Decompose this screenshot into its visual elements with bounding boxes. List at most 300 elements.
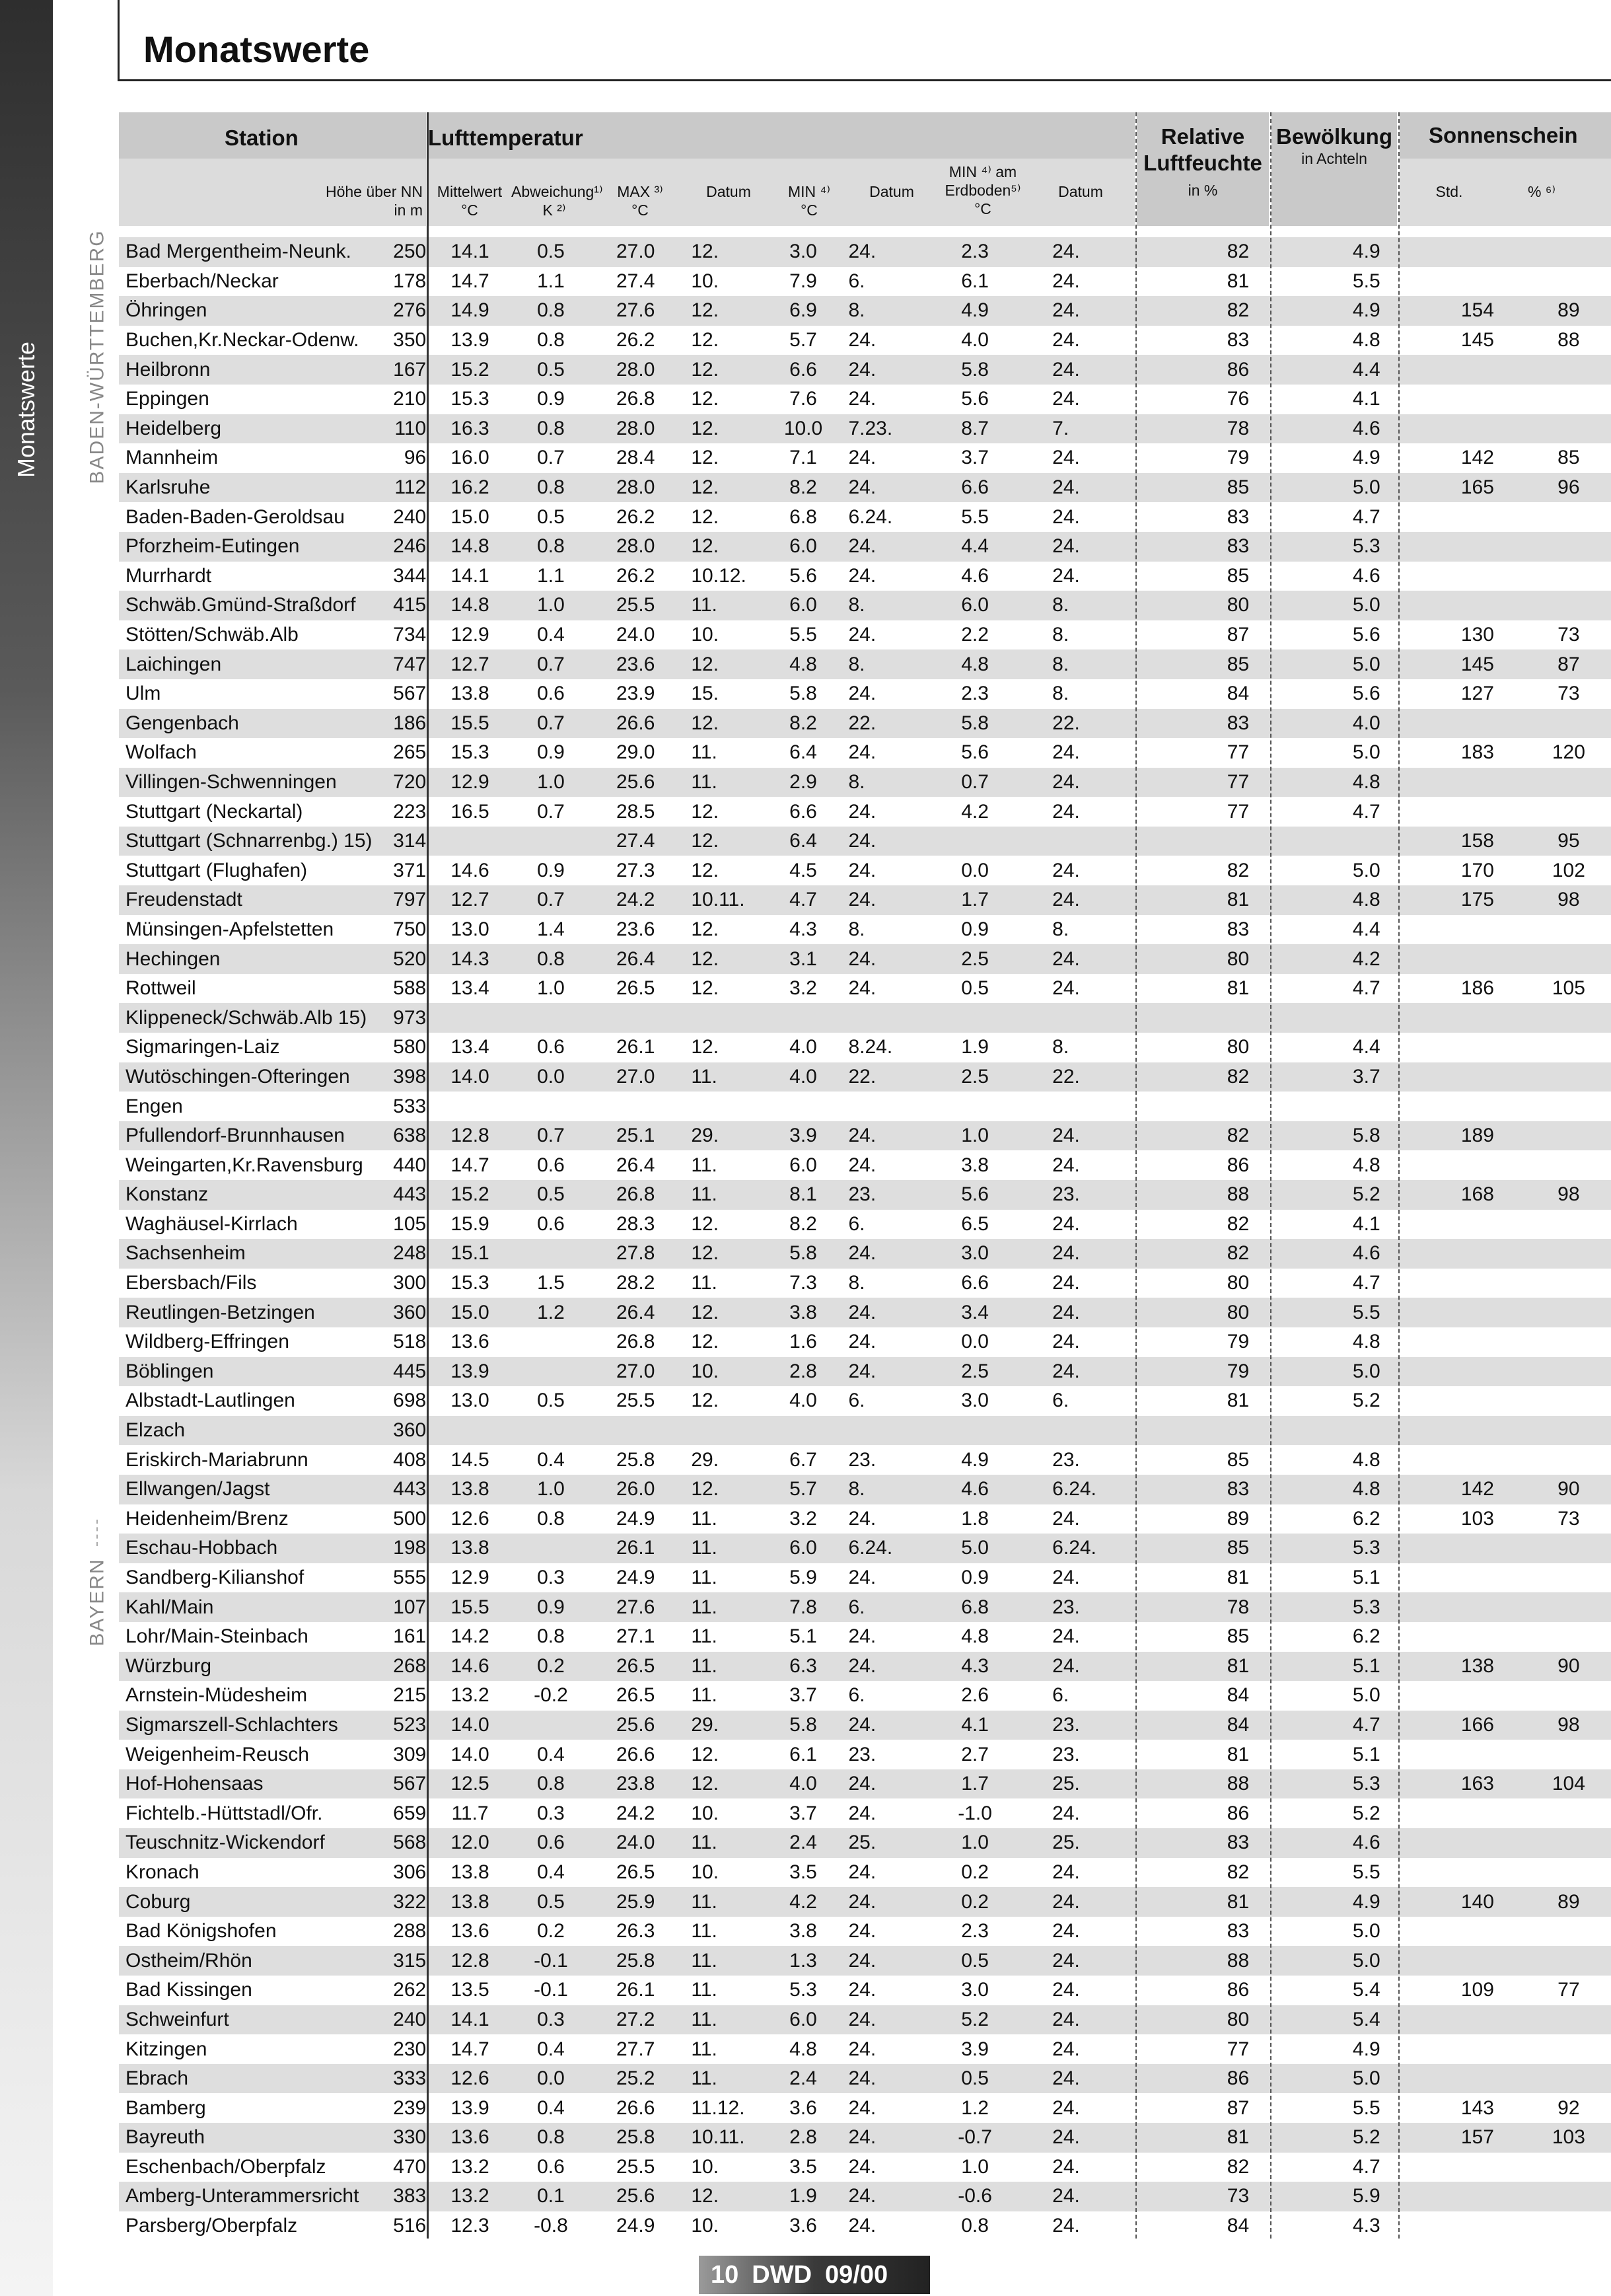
temp-mean-cell: 11.7 [431, 1798, 509, 1828]
station-name-cell: Hof-Hohensaas [119, 1769, 383, 1799]
date-max-cell: 11. [678, 1534, 768, 1563]
sunshine-hours-cell: 154 [1429, 296, 1526, 326]
sunshine-percent-cell [1526, 915, 1611, 945]
temp-deviation-cell: 0.7 [509, 709, 593, 739]
table-row [119, 1828, 1611, 1858]
ground-min-cell: 0.9 [932, 915, 1018, 945]
humidity-cell: 81 [1172, 885, 1304, 915]
temp-max-cell: 27.0 [593, 1357, 678, 1387]
temp-min-cell: 6.0 [769, 1534, 838, 1563]
cloud-cover-cell: 4.8 [1305, 1150, 1429, 1180]
altitude-cell: 110 [383, 414, 432, 444]
table-row [119, 414, 1611, 444]
temp-mean-cell: 13.2 [431, 1681, 509, 1711]
temp-deviation-cell: 0.0 [509, 1062, 593, 1092]
temp-deviation-cell: 0.6 [509, 1033, 593, 1062]
table-row [119, 1239, 1611, 1269]
station-name-cell: Mannheim [119, 443, 383, 473]
temp-min-cell: 2.4 [769, 2064, 838, 2094]
temp-mean-cell: 14.0 [431, 1740, 509, 1769]
temp-min-cell: 4.3 [769, 915, 838, 945]
ground-min-cell: 2.5 [932, 944, 1018, 974]
station-name-cell: Lohr/Main-Steinbach [119, 1622, 383, 1652]
temp-deviation-cell: 0.4 [509, 2093, 593, 2123]
temp-mean-cell: 12.8 [431, 1946, 509, 1976]
table-row [119, 1946, 1611, 1976]
temp-mean-cell: 16.5 [431, 797, 509, 827]
temp-mean-cell: 15.5 [431, 1592, 509, 1622]
cloud-cover-cell: 4.4 [1305, 915, 1429, 945]
station-name-cell: Karlsruhe [119, 473, 383, 503]
subheader-mittelwert-1: Mittelwert [437, 183, 503, 200]
temp-max-cell: 28.4 [593, 443, 678, 473]
date-min-cell: 8. [838, 915, 932, 945]
altitude-cell: 240 [383, 2005, 432, 2035]
sunshine-hours-cell [1429, 355, 1526, 385]
sunshine-percent-cell [1526, 1386, 1611, 1416]
ground-min-cell: -1.0 [932, 1798, 1018, 1828]
altitude-cell: 973 [383, 1003, 432, 1033]
temp-mean-cell: 14.3 [431, 944, 509, 974]
cloud-cover-cell: 4.4 [1305, 355, 1429, 385]
table-row [119, 1592, 1611, 1622]
date-min-cell: 24. [838, 2123, 932, 2153]
subheader-datum-min: Datum [869, 183, 914, 200]
cloud-cover-cell: 4.7 [1305, 2153, 1429, 2182]
cloud-cover-cell: 4.7 [1305, 797, 1429, 827]
sunshine-percent-cell [1526, 1062, 1611, 1092]
ground-min-cell: 4.8 [932, 649, 1018, 679]
date-min-cell: 24. [838, 2093, 932, 2123]
table-row [119, 1711, 1611, 1740]
ground-min-cell: 0.5 [932, 2064, 1018, 2094]
humidity-cell: 86 [1172, 1976, 1304, 2005]
ground-min-cell: 0.7 [932, 768, 1018, 797]
humidity-cell: 86 [1172, 1798, 1304, 1828]
temp-max-cell: 26.1 [593, 1976, 678, 2005]
subheader-datum-erd: Datum [1058, 183, 1103, 200]
sunshine-percent-cell: 73 [1526, 620, 1611, 650]
date-min-cell: 23. [838, 1445, 932, 1475]
table-row [119, 1445, 1611, 1475]
temp-min-cell: 3.6 [769, 2093, 838, 2123]
sunshine-hours-cell [1429, 1092, 1526, 1121]
date-ground-min-cell: 24. [1018, 532, 1172, 562]
sunshine-percent-cell: 96 [1526, 473, 1611, 503]
date-max-cell: 11. [678, 1504, 768, 1534]
date-ground-min-cell: 24. [1018, 2093, 1172, 2123]
temp-min-cell: 4.2 [769, 1887, 838, 1917]
temp-max-cell: 28.0 [593, 473, 678, 503]
cloud-cover-cell: 4.6 [1305, 562, 1429, 591]
station-name-cell: Elzach [119, 1416, 383, 1446]
sunshine-percent-cell [1526, 768, 1611, 797]
sunshine-hours-cell: 186 [1429, 974, 1526, 1004]
header-cloud-cell [1271, 112, 1397, 226]
subheader-hoehe-2: in m [394, 202, 423, 219]
altitude-cell: 797 [383, 885, 432, 915]
temp-mean-cell: 12.9 [431, 620, 509, 650]
sunshine-hours-cell [1429, 944, 1526, 974]
table-row [119, 1121, 1611, 1151]
altitude-cell: 383 [383, 2182, 432, 2211]
temp-max-cell: 26.6 [593, 1740, 678, 1769]
subheader-std: Std. [1435, 183, 1463, 200]
sunshine-hours-cell [1429, 591, 1526, 620]
temp-max-cell: 25.6 [593, 768, 678, 797]
title-box [118, 0, 1611, 81]
temp-deviation-cell: 0.0 [509, 2064, 593, 2094]
date-max-cell: 12. [678, 237, 768, 267]
temp-deviation-cell: 0.3 [509, 2005, 593, 2035]
table-row [119, 944, 1611, 974]
date-max-cell: 29. [678, 1445, 768, 1475]
temp-min-cell: 6.0 [769, 591, 838, 620]
date-ground-min-cell: 24. [1018, 1858, 1172, 1888]
sunshine-hours-cell: 157 [1429, 2123, 1526, 2153]
cloud-cover-cell: 5.0 [1305, 1917, 1429, 1946]
temp-mean-cell: 13.0 [431, 1386, 509, 1416]
date-min-cell [838, 1092, 932, 1121]
temp-mean-cell: 13.9 [431, 2093, 509, 2123]
temp-deviation-cell: 0.9 [509, 738, 593, 768]
station-name-cell: Albstadt-Lautlingen [119, 1386, 383, 1416]
date-max-cell: 12. [678, 797, 768, 827]
cloud-cover-cell: 4.4 [1305, 1033, 1429, 1062]
temp-deviation-cell: 1.2 [509, 1298, 593, 1327]
date-max-cell: 11. [678, 1828, 768, 1858]
humidity-cell: 77 [1172, 768, 1304, 797]
date-min-cell: 24. [838, 2211, 932, 2241]
temp-mean-cell: 12.7 [431, 649, 509, 679]
temp-max-cell: 23.9 [593, 679, 678, 709]
temp-deviation-cell: 1.1 [509, 562, 593, 591]
temp-mean-cell: 16.3 [431, 414, 509, 444]
date-min-cell: 24. [838, 856, 932, 885]
temp-min-cell: 2.8 [769, 1357, 838, 1387]
cloud-cover-cell [1305, 827, 1429, 856]
temp-mean-cell: 12.6 [431, 2064, 509, 2094]
ground-min-cell: 5.5 [932, 502, 1018, 532]
table-row [119, 1504, 1611, 1534]
sunshine-percent-cell [1526, 1740, 1611, 1769]
sunshine-percent-cell [1526, 1150, 1611, 1180]
temp-deviation-cell: 1.1 [509, 267, 593, 297]
temp-deviation-cell: 0.8 [509, 532, 593, 562]
ground-min-cell: 2.5 [932, 1062, 1018, 1092]
humidity-cell: 83 [1172, 532, 1304, 562]
subheader-minerd-2: Erdboden⁵⁾ [945, 182, 1021, 199]
temp-min-cell: 6.0 [769, 532, 838, 562]
temp-mean-cell: 12.0 [431, 1828, 509, 1858]
altitude-cell: 443 [383, 1180, 432, 1210]
table-row [119, 1769, 1611, 1799]
temp-min-cell: 3.5 [769, 1858, 838, 1888]
ground-min-cell: 5.8 [932, 709, 1018, 739]
temp-max-cell: 26.5 [593, 1858, 678, 1888]
cloud-cover-cell: 5.1 [1305, 1563, 1429, 1593]
vline-humidity [1270, 112, 1271, 2239]
temp-mean-cell: 13.4 [431, 974, 509, 1004]
sunshine-hours-cell [1429, 2211, 1526, 2241]
ground-min-cell: 1.7 [932, 1769, 1018, 1799]
ground-min-cell: 3.9 [932, 2034, 1018, 2064]
temp-deviation-cell: 0.3 [509, 1798, 593, 1828]
temp-max-cell: 24.9 [593, 2211, 678, 2241]
humidity-cell [1172, 827, 1304, 856]
altitude-cell: 533 [383, 1092, 432, 1121]
station-name-cell: Wolfach [119, 738, 383, 768]
cloud-cover-cell: 4.9 [1305, 1887, 1429, 1917]
altitude-cell: 720 [383, 768, 432, 797]
date-min-cell: 24. [838, 1150, 932, 1180]
sunshine-hours-cell [1429, 1298, 1526, 1327]
subheader-max-1: MAX ³⁾ [617, 183, 663, 200]
cloud-cover-cell: 4.6 [1305, 1239, 1429, 1269]
altitude-cell: 186 [383, 709, 432, 739]
temp-deviation-cell: 0.9 [509, 856, 593, 885]
cloud-cover-cell: 4.1 [1305, 1210, 1429, 1240]
sunshine-percent-cell [1526, 1828, 1611, 1858]
station-name-cell: Klippeneck/Schwäb.Alb 15) [119, 1003, 383, 1033]
date-max-cell: 12. [678, 1327, 768, 1357]
temp-min-cell: 5.5 [769, 620, 838, 650]
ground-min-cell: 2.3 [932, 237, 1018, 267]
date-max-cell: 12. [678, 1298, 768, 1327]
sunshine-hours-cell [1429, 1062, 1526, 1092]
altitude-cell: 288 [383, 1917, 432, 1946]
date-ground-min-cell: 24. [1018, 797, 1172, 827]
date-min-cell: 24. [838, 237, 932, 267]
sunshine-hours-cell: 175 [1429, 885, 1526, 915]
temp-min-cell: 1.9 [769, 2182, 838, 2211]
altitude-cell: 698 [383, 1386, 432, 1416]
temp-mean-cell [431, 1092, 509, 1121]
station-name-cell: Gengenbach [119, 709, 383, 739]
temp-min-cell: 6.8 [769, 502, 838, 532]
ground-min-cell: 4.6 [932, 562, 1018, 591]
temp-max-cell: 24.9 [593, 1504, 678, 1534]
station-name-cell: Kahl/Main [119, 1592, 383, 1622]
sunshine-percent-cell [1526, 2211, 1611, 2241]
altitude-cell: 398 [383, 1062, 432, 1092]
date-max-cell: 10.11. [678, 2123, 768, 2153]
date-ground-min-cell [1018, 1092, 1172, 1121]
temp-deviation-cell: 0.5 [509, 1386, 593, 1416]
date-ground-min-cell: 23. [1018, 1445, 1172, 1475]
date-max-cell: 10. [678, 2153, 768, 2182]
humidity-cell: 80 [1172, 1269, 1304, 1298]
header-luftfeuchte: Luftfeuchte [1143, 151, 1262, 175]
humidity-cell: 77 [1172, 797, 1304, 827]
temp-deviation-cell: -0.1 [509, 1946, 593, 1976]
cloud-cover-cell: 5.5 [1305, 1298, 1429, 1327]
table-row [119, 562, 1611, 591]
date-ground-min-cell: 24. [1018, 473, 1172, 503]
station-name-cell: Weingarten,Kr.Ravensburg [119, 1150, 383, 1180]
temp-deviation-cell: 0.5 [509, 1180, 593, 1210]
date-ground-min-cell: 24. [1018, 768, 1172, 797]
sunshine-percent-cell [1526, 944, 1611, 974]
date-min-cell: 24. [838, 1327, 932, 1357]
subheader-max-2: °C [631, 202, 649, 219]
date-max-cell [678, 1092, 768, 1121]
table-row [119, 1622, 1611, 1652]
date-max-cell: 12. [678, 856, 768, 885]
altitude-cell: 105 [383, 1210, 432, 1240]
date-min-cell: 24. [838, 1858, 932, 1888]
cloud-cover-cell: 4.7 [1305, 974, 1429, 1004]
sunshine-percent-cell: 120 [1526, 738, 1611, 768]
sunshine-hours-cell [1429, 709, 1526, 739]
temp-min-cell: 4.0 [769, 1769, 838, 1799]
cloud-cover-cell: 5.0 [1305, 2064, 1429, 2094]
ground-min-cell: 6.1 [932, 267, 1018, 297]
altitude-cell: 250 [383, 237, 432, 267]
date-ground-min-cell: 25. [1018, 1828, 1172, 1858]
sunshine-percent-cell [1526, 385, 1611, 414]
humidity-cell: 82 [1172, 1062, 1304, 1092]
sunshine-hours-cell [1429, 1858, 1526, 1888]
humidity-cell: 81 [1172, 1740, 1304, 1769]
temp-max-cell: 28.5 [593, 797, 678, 827]
sunshine-percent-cell [1526, 1416, 1611, 1446]
temp-min-cell: 6.4 [769, 827, 838, 856]
temp-max-cell: 25.9 [593, 1887, 678, 1917]
table-row [119, 1033, 1611, 1062]
temp-deviation-cell: 1.0 [509, 974, 593, 1004]
date-ground-min-cell: 24. [1018, 1121, 1172, 1151]
temp-max-cell: 24.9 [593, 1563, 678, 1593]
altitude-cell: 333 [383, 2064, 432, 2094]
humidity-cell: 81 [1172, 267, 1304, 297]
date-min-cell: 24. [838, 1239, 932, 1269]
humidity-cell: 83 [1172, 326, 1304, 355]
table-row [119, 237, 1611, 267]
humidity-cell: 79 [1172, 443, 1304, 473]
station-name-cell: Stuttgart (Flughafen) [119, 856, 383, 885]
header-sun-cell [1400, 112, 1611, 159]
date-max-cell: 11. [678, 1887, 768, 1917]
temp-min-cell: 7.3 [769, 1269, 838, 1298]
humidity-cell: 79 [1172, 1357, 1304, 1387]
date-max-cell [678, 1003, 768, 1033]
date-max-cell: 12. [678, 1210, 768, 1240]
temp-min-cell: 3.7 [769, 1681, 838, 1711]
sunshine-percent-cell: 95 [1526, 827, 1611, 856]
date-max-cell: 10. [678, 2211, 768, 2241]
temp-mean-cell [431, 1003, 509, 1033]
station-name-cell: Heilbronn [119, 355, 383, 385]
sunshine-percent-cell: 73 [1526, 679, 1611, 709]
temp-mean-cell: 15.1 [431, 1239, 509, 1269]
sunshine-percent-cell [1526, 2182, 1611, 2211]
temp-mean-cell: 13.6 [431, 1327, 509, 1357]
temp-min-cell: 8.2 [769, 1210, 838, 1240]
sunshine-percent-cell [1526, 562, 1611, 591]
humidity-cell: 89 [1172, 1504, 1304, 1534]
table-row [119, 768, 1611, 797]
humidity-cell: 81 [1172, 1563, 1304, 1593]
temp-min-cell: 6.0 [769, 1150, 838, 1180]
date-ground-min-cell: 24. [1018, 974, 1172, 1004]
humidity-cell: 85 [1172, 473, 1304, 503]
temp-deviation-cell: 0.8 [509, 944, 593, 974]
temp-max-cell: 24.2 [593, 1798, 678, 1828]
date-min-cell: 24. [838, 1887, 932, 1917]
ground-min-cell: 5.6 [932, 385, 1018, 414]
temp-min-cell: 4.0 [769, 1033, 838, 1062]
station-name-cell: Öhringen [119, 296, 383, 326]
humidity-cell: 76 [1172, 385, 1304, 414]
table-row [119, 1917, 1611, 1946]
altitude-cell: 265 [383, 738, 432, 768]
date-max-cell: 11. [678, 1563, 768, 1593]
date-ground-min-cell: 24. [1018, 1946, 1172, 1976]
sunshine-hours-cell [1429, 414, 1526, 444]
temp-mean-cell: 13.8 [431, 1534, 509, 1563]
altitude-cell: 518 [383, 1327, 432, 1357]
station-name-cell: Weigenheim-Reusch [119, 1740, 383, 1769]
cloud-cover-cell: 5.3 [1305, 1592, 1429, 1622]
sunshine-percent-cell [1526, 1946, 1611, 1976]
altitude-cell: 167 [383, 355, 432, 385]
date-ground-min-cell [1018, 1003, 1172, 1033]
temp-max-cell: 26.8 [593, 1327, 678, 1357]
altitude-cell: 350 [383, 326, 432, 355]
ground-min-cell: 4.2 [932, 797, 1018, 827]
date-min-cell: 24. [838, 1711, 932, 1740]
temp-max-cell: 25.8 [593, 1445, 678, 1475]
sunshine-hours-cell: 130 [1429, 620, 1526, 650]
sunshine-hours-cell [1429, 1033, 1526, 1062]
station-name-cell: Sandberg-Kilianshof [119, 1563, 383, 1593]
ground-min-cell [932, 1416, 1018, 1446]
date-ground-min-cell: 24. [1018, 2182, 1172, 2211]
date-max-cell: 12. [678, 709, 768, 739]
temp-min-cell: 7.8 [769, 1592, 838, 1622]
cloud-cover-cell: 5.3 [1305, 532, 1429, 562]
table-row [119, 885, 1611, 915]
temp-deviation-cell: 0.8 [509, 1622, 593, 1652]
date-ground-min-cell: 24. [1018, 1150, 1172, 1180]
date-max-cell: 15. [678, 679, 768, 709]
station-name-cell: Eriskirch-Mariabrunn [119, 1445, 383, 1475]
temp-deviation-cell: 0.8 [509, 1769, 593, 1799]
temp-max-cell: 26.1 [593, 1534, 678, 1563]
temp-mean-cell: 14.1 [431, 237, 509, 267]
temp-mean-cell: 15.0 [431, 502, 509, 532]
region-label-bw-box [85, 229, 111, 484]
sunshine-hours-cell [1429, 1622, 1526, 1652]
sunshine-percent-cell [1526, 1858, 1611, 1888]
ground-min-cell: 2.5 [932, 1357, 1018, 1387]
cloud-cover-cell [1305, 1092, 1429, 1121]
table-row [119, 1416, 1611, 1446]
ground-min-cell: 4.8 [932, 1622, 1018, 1652]
temp-deviation-cell: 0.1 [509, 2182, 593, 2211]
sunshine-percent-cell [1526, 1681, 1611, 1711]
date-min-cell: 24. [838, 885, 932, 915]
station-name-cell: Ulm [119, 679, 383, 709]
temp-deviation-cell: 1.0 [509, 1475, 593, 1504]
temp-min-cell: 5.6 [769, 562, 838, 591]
table-row [119, 2123, 1611, 2153]
cloud-cover-cell: 6.2 [1305, 1622, 1429, 1652]
date-max-cell: 11. [678, 1150, 768, 1180]
station-name-cell: Rottweil [119, 974, 383, 1004]
sunshine-percent-cell [1526, 1003, 1611, 1033]
